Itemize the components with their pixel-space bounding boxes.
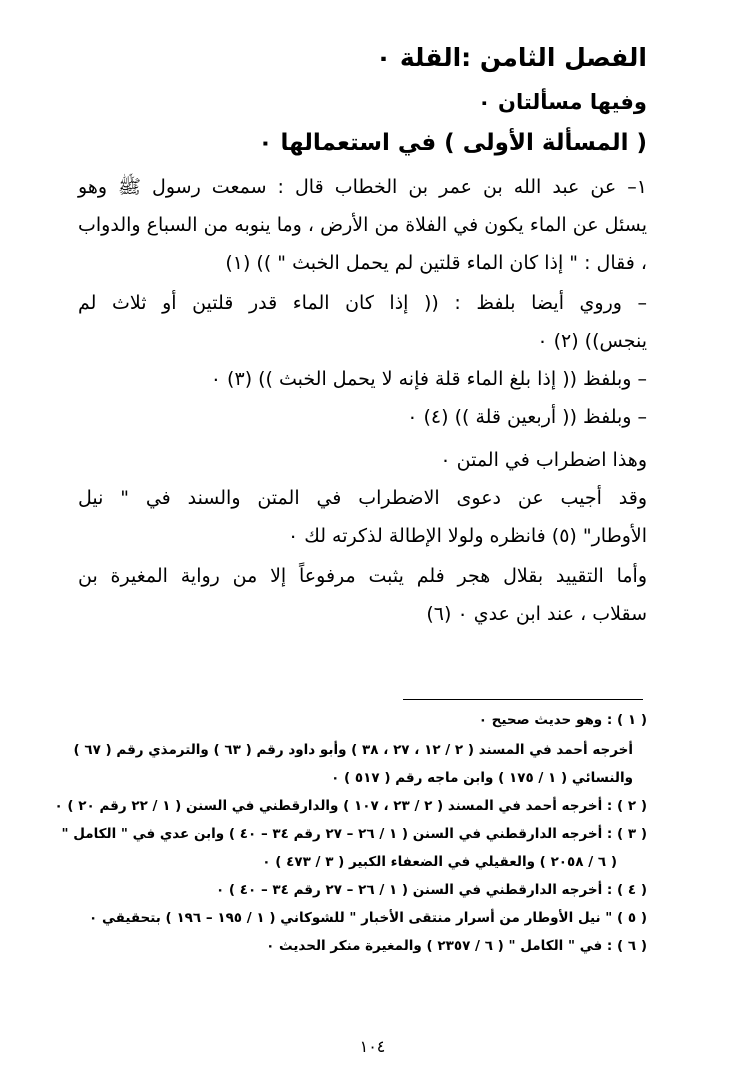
footnote-separator (403, 699, 643, 700)
body-line-4: – وروي أيضا بلفظ : (( إذا كان الماء قدر قلتين أو ثلاث لم (78, 292, 647, 314)
footnote-6: ( ٦ ) : في " الكامل " ( ٦ / ٢٣٥٧ ) والمغيرة منكر الحديث ٠ (266, 938, 647, 954)
footnote-3: ( ٣ ) : أخرجه الدارقطني في السنن ( ١ / ٢٦ – ٢٧ رقم ٣٤ – ٤٠ ) وابن عدي في " الكامل " (61, 826, 647, 842)
footnote-5: ( ٥ ) " نيل الأوطار من أسرار منتقى الأخبار " للشوكاني ( ١ / ١٩٥ – ١٩٦ ) بتحقيقي ٠ (89, 910, 647, 926)
footnote-4: ( ٤ ) : أخرجه الدارقطني في السنن ( ١ / ٢٦ – ٢٧ رقم ٣٤ – ٤٠ ) ٠ (215, 882, 647, 898)
body-line-11: وأما التقييد بقلال هجر فلم يثبت مرفوعاً إلا من رواية المغيرة بن (78, 565, 647, 587)
body-line-2: يسئل عن الماء يكون في الفلاة من الأرض ، وما ينوبه من السباع والدواب (78, 214, 647, 236)
body-line-8: وهذا اضطراب في المتن ٠ (440, 449, 647, 471)
body-line-9: وقد أجيب عن دعوى الاضطراب في المتن والسند في " نيل (78, 487, 647, 509)
footnote-1: ( ١ ) : وهو حديث صحيح ٠ (478, 712, 647, 728)
chapter-title: الفصل الثامن :القلة ٠ (375, 43, 647, 72)
body-line-12: سقلاب ، عند ابن عدي ٠ (٦) (426, 603, 647, 625)
body-line-1: ١– عن عبد الله بن عمر بن الخطاب قال : سمعت رسول ﷺ وهو (78, 176, 647, 198)
body-line-5: ينجس)) (٢) ٠ (537, 330, 647, 352)
footnote-2: ( ٢ ) : أخرجه أحمد في المسند ( ٢ / ٢٣ ، ١٠٧ ) والدارقطني في السنن ( ١ / ٢٢ رقم ٢٠ ) ٠ (54, 798, 647, 814)
body-line-7: – وبلفظ (( أربعين قلة )) (٤) ٠ (407, 406, 647, 428)
issue-heading: ( المسألة الأولى ) في استعمالها ٠ (258, 130, 647, 156)
body-line-3: ، فقال : " إذا كان الماء قلتين لم يحمل الخبث " )) (١) (225, 252, 647, 274)
footnote-1-line-2: أخرجه أحمد في المسند ( ٢ / ١٢ ، ٢٧ ، ٣٨ ) وأبو داود رقم ( ٦٣ ) والترمذي رقم ( ٦٧ ) (73, 742, 633, 758)
body-line-10: الأوطار" (٥) فانظره ولولا الإطالة لذكرته لك ٠ (287, 525, 647, 547)
chapter-intro: وفيها مسألتان ٠ (477, 90, 647, 114)
page-number: ١٠٤ (359, 1037, 386, 1056)
footnote-1-line-3: والنسائي ( ١ / ١٧٥ ) وابن ماجه رقم ( ٥١٧ ) ٠ (331, 770, 633, 786)
footnote-3-line-2: ( ٦ / ٢٠٥٨ ) والعقيلي في الضعفاء الكبير ( ٣ / ٤٧٣ ) ٠ (262, 854, 617, 870)
body-line-6: – وبلفظ (( إذا بلغ الماء قلة فإنه لا يحمل الخبث )) (٣) ٠ (210, 368, 647, 390)
